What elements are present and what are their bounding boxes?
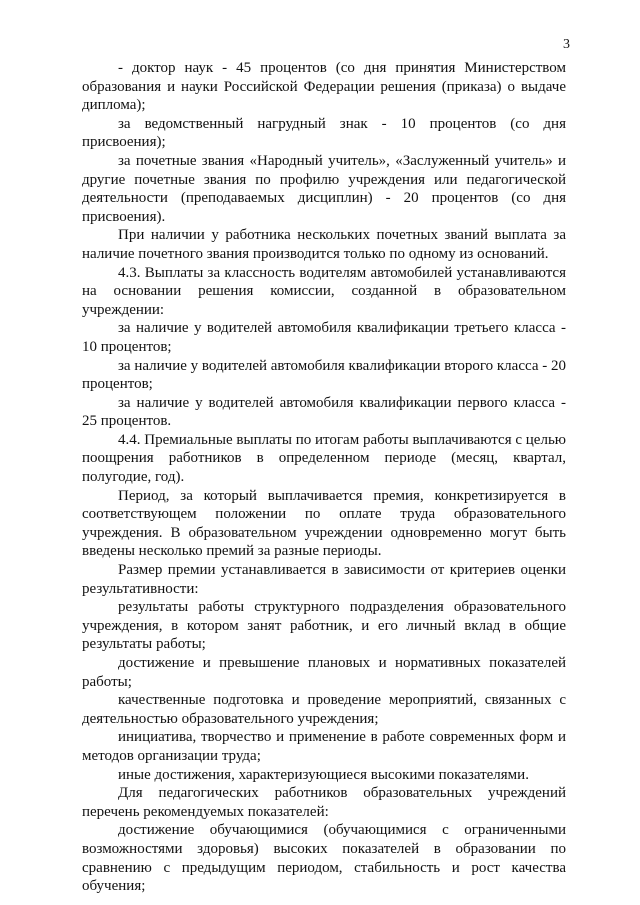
paragraph-indicator-student-achievement: достижение обучающимися (обучающимися с ограниченными возможностями здоровья) высоких показателей в образовании по сравнению с предыдущим периодом, стабильность и рост качества обучения; xyxy=(82,822,566,895)
document-body xyxy=(82,59,566,896)
paragraph-honorary-titles: за почетные звания «Народный учитель», «Заслуженный учитель» и другие почетные звания по профилю учреждения или педагогической деятельности (преподаваемых дисциплин) - 20 процентов (со дня присвоения). xyxy=(82,152,566,225)
paragraph-driver-second-class: за наличие у водителей автомобиля квалификации второго класса - 20 процентов; xyxy=(82,357,566,393)
paragraph-teachers-indicators: Для педагогических работников образовательных учреждений перечень рекомендуемых показателей: xyxy=(82,785,566,820)
paragraph-multiple-titles: При наличии у работника нескольких почетных званий выплата за наличие почетного звания производится только по одному из оснований. xyxy=(82,227,566,262)
paragraph-departmental-badge: за ведомственный нагрудный знак - 10 процентов (со дня присвоения); xyxy=(82,115,566,151)
paragraph-criterion-events: качественные подготовка и проведение мероприятий, связанных с деятельностью образовательного учреждения; xyxy=(82,692,566,727)
paragraph-driver-first-class: за наличие у водителей автомобиля квалификации первого класса - 25 процентов. xyxy=(82,394,566,430)
paragraph-criterion-targets: достижение и превышение плановых и нормативных показателей работы; xyxy=(82,655,566,690)
paragraph-bonus-criteria: Размер премии устанавливается в зависимости от критериев оценки результативности: xyxy=(82,562,566,597)
paragraph-criterion-other: иные достижения, характеризующиеся высокими показателями. xyxy=(118,766,529,783)
paragraph-doctor-of-sciences: - доктор наук - 45 процентов (со дня принятия Министерством образования и науки Российской Федерации решения (приказа) о выдаче диплома); xyxy=(82,60,566,114)
paragraph-driver-third-class: за наличие у водителей автомобиля квалификации третьего класса - 10 процентов; xyxy=(82,320,566,355)
paragraph-bonus-period: Период, за который выплачивается премия, конкретизируется в соответствующем положении по оплате труда образовательного учреждения. В образовательном учреждении одновременно могут быть введены несколько премий за разные периоды. xyxy=(82,487,566,560)
paragraph-criterion-unit-results: результаты работы структурного подразделения образовательного учреждения, в котором занят работник, и его личный вклад в общие результаты работы; xyxy=(82,599,566,653)
paragraph-criterion-initiative: инициатива, творчество и применение в работе современных форм и методов организации труда; xyxy=(82,729,566,764)
page-number: 3 xyxy=(563,37,570,52)
paragraph-section-4-3: 4.3. Выплаты за классность водителям автомобилей устанавливаются на основании решения комиссии, созданной в образовательном учреждении: xyxy=(82,264,566,318)
paragraph-section-4-4: 4.4. Премиальные выплаты по итогам работы выплачиваются с целью поощрения работников в определенном периоде (месяц, квартал, полугодие, год). xyxy=(82,431,566,486)
